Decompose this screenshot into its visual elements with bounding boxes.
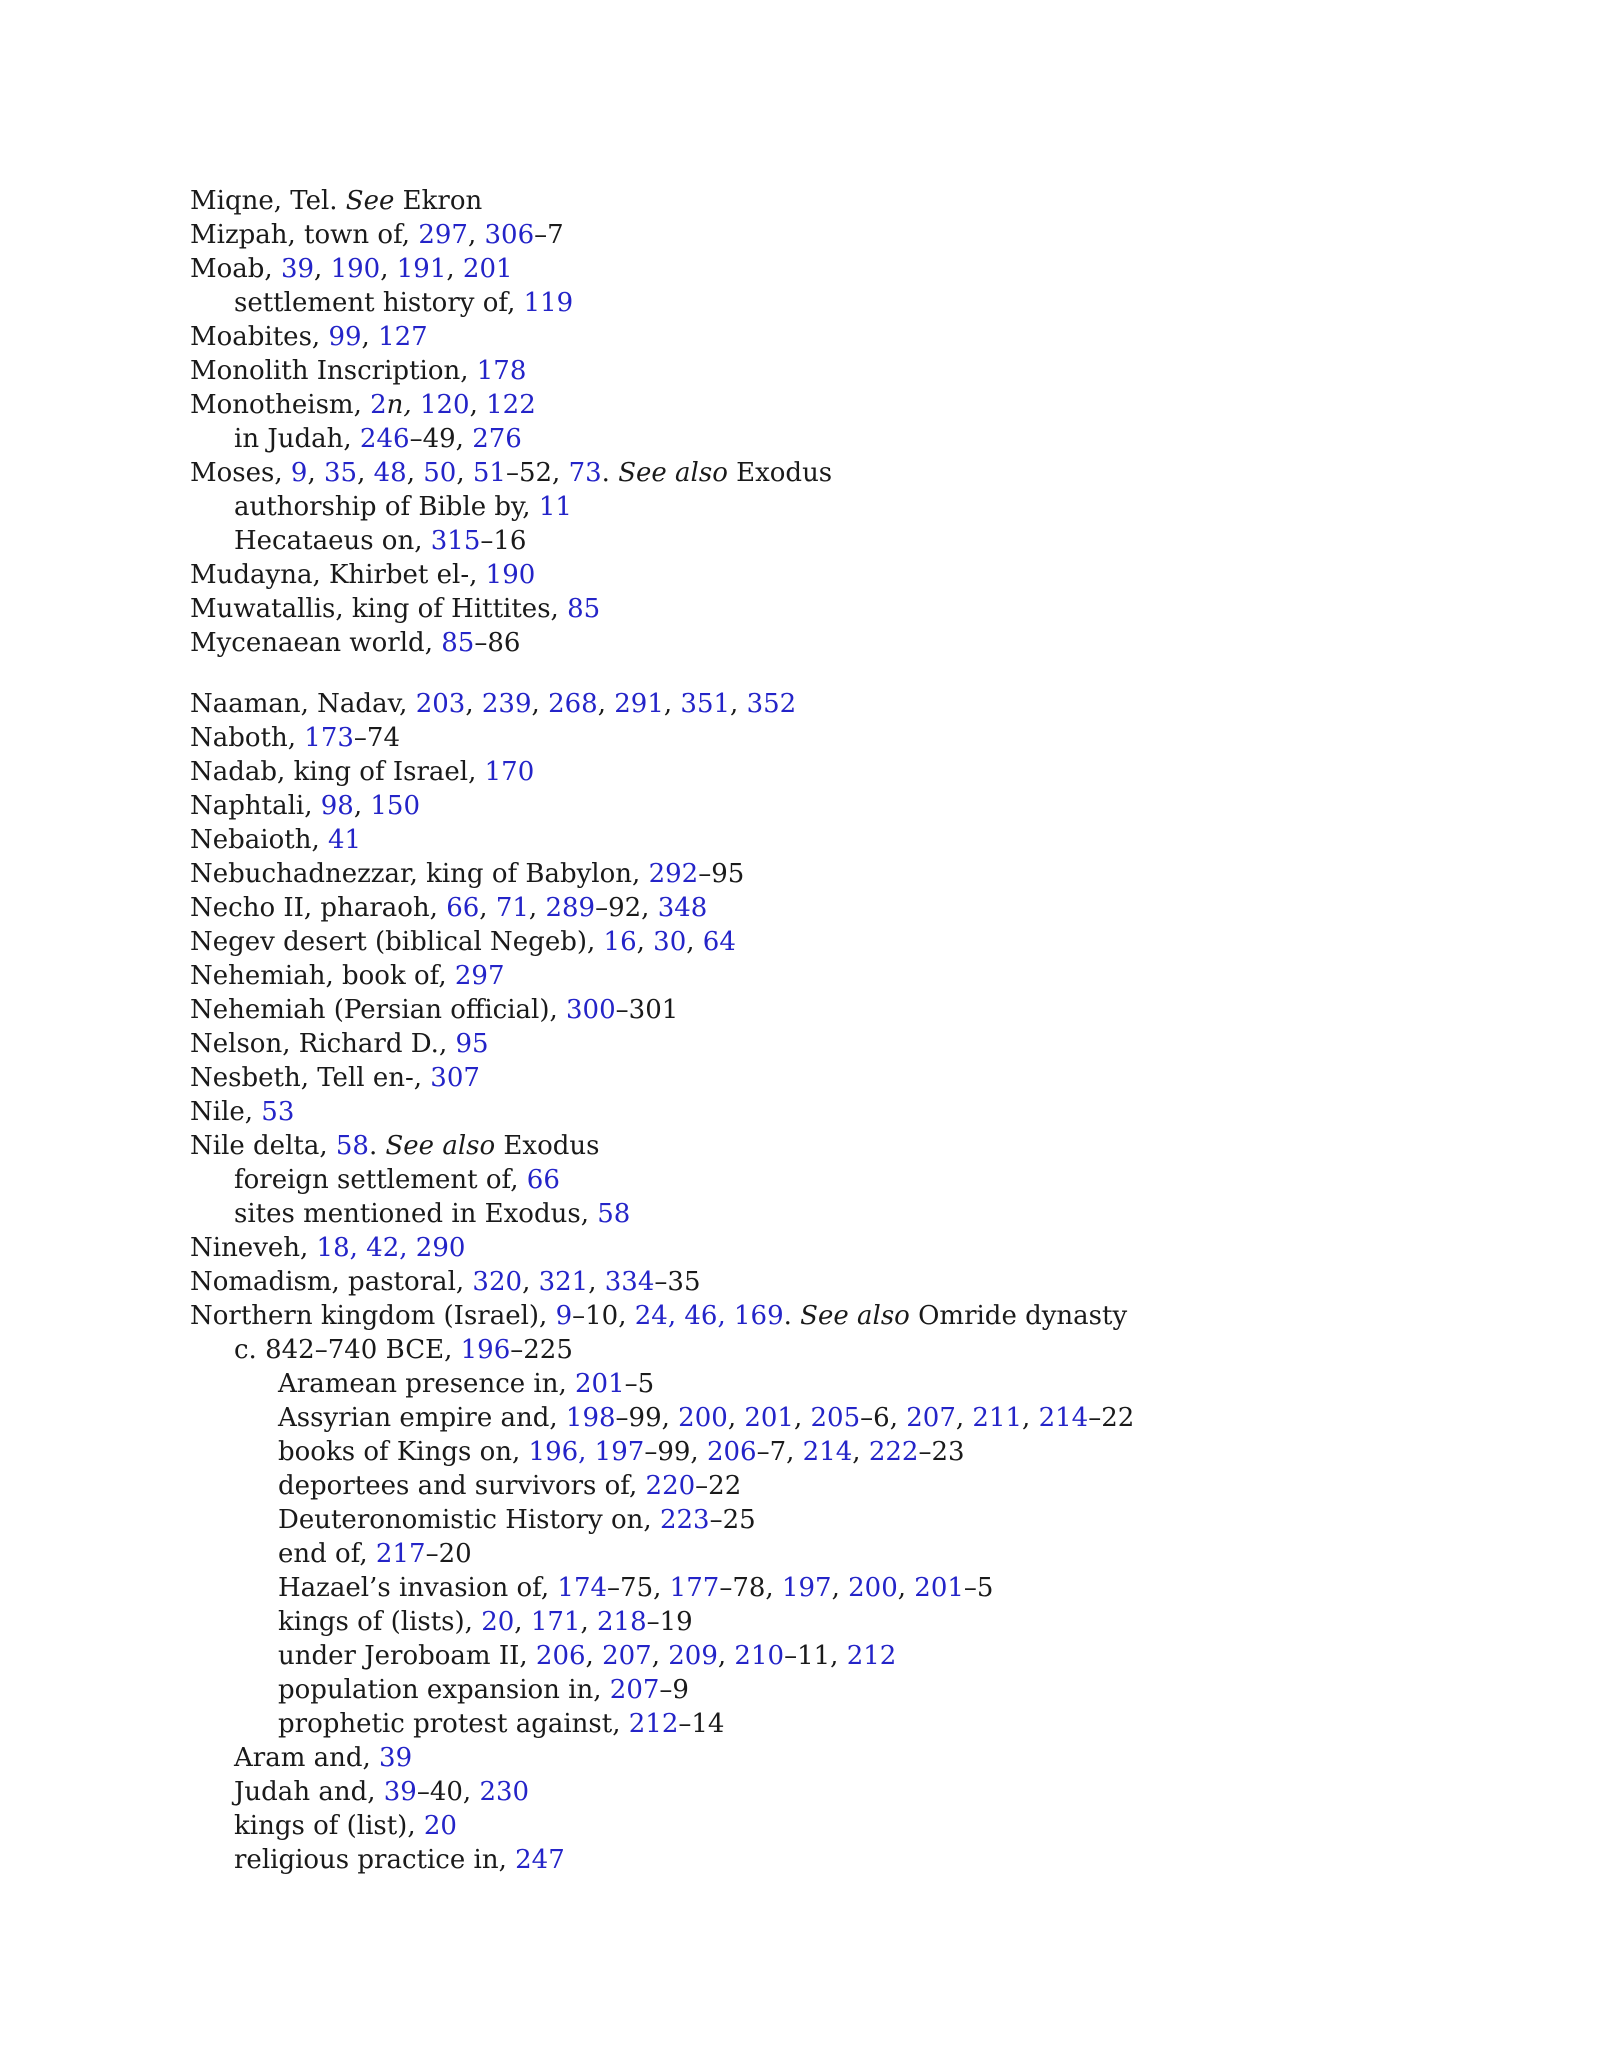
entry-text: Nomadism, pastoral, [190,1267,473,1297]
entry-text: , [361,322,379,352]
entry-text: , [580,1607,597,1637]
entry-text: Aram and, [234,1743,380,1773]
page-link[interactable]: 198 [565,1403,616,1433]
index-subsubentry [190,1367,1490,1401]
entry-text: –11, [784,1641,847,1671]
entry-text: –16 [480,526,527,556]
entry-text [412,390,420,420]
cross-reference-label: See [345,186,395,216]
entry-text: , [522,1267,539,1297]
page-link[interactable]: 20 [481,1607,515,1637]
page-link[interactable]: 210 [734,1641,785,1671]
entry-text: Nineveh, [190,1233,317,1263]
entry-text: Aramean presence in, [278,1369,575,1399]
entry-text: Naphtali, [190,791,321,821]
entry-text: Nesbeth, Tell en-, [190,1063,431,1093]
index-entry [190,456,1490,490]
page-link[interactable]: 268 [548,689,598,719]
entry-text: Judah and, [234,1777,384,1807]
page-link[interactable]: 196, 197 [528,1437,645,1467]
entry-text: population expansion in, [278,1675,610,1705]
index-entry [190,1027,1490,1061]
entry-text: –25 [709,1505,756,1535]
entry-text: , [663,689,681,719]
index-subentry [190,422,1490,456]
index-entry [190,857,1490,891]
entry-text: Mizpah, town of, [190,220,419,250]
entry-text: –7, [756,1437,803,1467]
index-entry [190,558,1490,592]
page-link[interactable]: 191 [396,254,447,284]
entry-text: –52, [505,458,569,488]
page-link[interactable]: 66 [446,893,480,923]
entry-text: –99, [615,1403,679,1433]
page-link[interactable]: 173 [304,723,354,753]
page-link[interactable]: 348 [657,893,708,923]
page-link[interactable]: 24, 46, 169 [634,1301,784,1331]
entry-text: Moses, [190,458,291,488]
page-link[interactable]: 205 [810,1403,861,1433]
page-link[interactable]: 307 [430,1063,480,1093]
page-link[interactable]: 120 [419,390,470,420]
entry-text: Muwatallis, king of Hittites, [190,594,568,624]
entry-text: –95 [698,859,745,889]
index-subentry [190,490,1490,524]
entry-text: foreign settlement of, [234,1165,527,1195]
entry-text: , [446,254,463,284]
entry-text: , [793,1403,811,1433]
entry-text: –5 [624,1369,655,1399]
page-link[interactable]: 246 [359,424,410,454]
index-entry [190,823,1490,857]
page-link[interactable]: 218 [597,1607,647,1637]
entry-text: , [406,458,424,488]
page-link[interactable]: 58 [597,1199,631,1229]
entry-text: –9 [659,1675,689,1705]
index-entry [190,1129,1490,1163]
index-entry [190,592,1490,626]
index-subentry [190,1843,1490,1877]
entry-text: –92, [595,893,658,923]
page-link[interactable]: 50 [423,458,457,488]
page-link[interactable]: 203 [415,689,466,719]
page-link[interactable]: 64 [702,927,736,957]
index-entry [190,1061,1490,1095]
index-subentry [190,1163,1490,1197]
entry-text: Hazael’s invasion of, [278,1573,558,1603]
entry-text: –86 [474,628,521,658]
page-link[interactable]: 170 [484,757,535,787]
page-link[interactable]: 276 [472,424,522,454]
entry-text: –225 [510,1335,573,1365]
entry-text: –5 [963,1573,994,1603]
page-link[interactable]: 171 [530,1607,581,1637]
entry-text: –301 [615,995,679,1025]
entry-text: , [357,458,374,488]
entry-text: , [514,1607,531,1637]
entry-text: , [955,1403,973,1433]
page-link[interactable]: 321 [538,1267,589,1297]
entry-text: authorship of Bible by, [234,492,539,522]
entry-text: Necho II, pharaoh, [190,893,447,923]
page-link[interactable]: 66 [526,1165,560,1195]
entry-text: Naaman, Nadav, [190,689,416,719]
page-link[interactable]: 207 [602,1641,652,1671]
entry-text: Ekron [394,186,483,216]
entry-text: –22 [695,1471,742,1501]
entry-text: Nadab, king of Israel, [190,757,485,787]
entry-text: –19 [646,1607,693,1637]
entry-text: –49, [409,424,473,454]
page-link[interactable]: 297 [418,220,468,250]
page-link[interactable]: 220 [645,1471,696,1501]
index-subsubentry [190,1537,1490,1571]
page-link[interactable]: 95 [455,1029,489,1059]
page-link[interactable]: 58 [335,1131,369,1161]
page-link[interactable]: 39 [280,254,315,284]
entry-text: –10, [572,1301,635,1331]
entry-text: Mudayna, Khirbet el-, [190,560,486,590]
page-link[interactable]: 201 [744,1403,794,1433]
entry-text: Omride dynasty [909,1301,1128,1331]
index-entry [190,1095,1490,1129]
index-entry [190,218,1490,252]
entry-text: Nelson, Richard D., [190,1029,456,1059]
index-entry [190,1299,1490,1333]
page-link[interactable]: 39 [379,1743,413,1773]
entry-text: Nile delta, [190,1131,336,1161]
entry-text: settlement history of, [234,288,524,318]
page-link[interactable]: 200 [848,1573,898,1603]
entry-text: , [465,689,482,719]
page-link[interactable]: 352 [746,689,797,719]
page-link[interactable]: 11 [538,492,572,522]
entry-text: , [380,254,397,284]
page-link[interactable]: 247 [515,1845,565,1875]
page-link[interactable]: 297 [454,961,505,991]
entry-text: , [307,458,324,488]
cross-reference-label: See also [800,1301,910,1331]
entry-text: prophetic protest against, [278,1709,629,1739]
index-subentry [190,1775,1490,1809]
entry-text: . [368,1131,386,1161]
entry-text: religious practice in, [234,1845,516,1875]
entry-text: –35 [654,1267,701,1297]
page-link[interactable]: 334 [604,1267,655,1297]
page-link[interactable]: 18, 42, 290 [316,1233,466,1263]
page-link[interactable]: 201 [914,1573,964,1603]
page-link[interactable]: 98 [320,791,354,821]
index-letter-group [190,184,1490,660]
page-link[interactable]: 201 [462,254,513,284]
entry-text: Northern kingdom (Israel), [190,1301,556,1331]
page-link[interactable]: 48 [373,458,407,488]
index-entry [190,755,1490,789]
entry-text: –40, [416,1777,480,1807]
entry-text: Assyrian empire and, [278,1403,566,1433]
entry-text: Moabites, [190,322,329,352]
index-subentry [190,1333,1490,1367]
entry-text: Nile, [190,1097,262,1127]
page-link[interactable]: 212 [628,1709,679,1739]
page-link[interactable]: 190 [485,560,536,590]
page-link[interactable]: 200 [678,1403,728,1433]
page-link[interactable]: 197 [781,1573,832,1603]
entry-text: Exodus [727,458,833,488]
page-link[interactable]: 174 [557,1573,608,1603]
entry-text: , [730,689,747,719]
page-link[interactable]: 99 [328,322,362,352]
page-link[interactable]: 190 [330,254,381,284]
entry-text: , [636,927,654,957]
entry-text: . [601,458,619,488]
index-entry [190,789,1490,823]
page-link[interactable]: 214 [1038,1403,1089,1433]
index-entry [190,891,1490,925]
entry-text: Deuteronomistic History on, [278,1505,660,1535]
page-link[interactable]: 214 [802,1437,853,1467]
index-page [190,184,1490,1877]
page-link[interactable]: 206 [535,1641,586,1671]
entry-text: , [727,1403,745,1433]
entry-text: Naboth, [190,723,305,753]
entry-text: Nebaioth, [190,825,328,855]
page-link[interactable]: 207 [906,1403,956,1433]
entry-text: , [597,689,615,719]
index-entry [190,721,1490,755]
index-entry [190,1231,1490,1265]
page-link[interactable]: 85 [567,594,601,624]
index-subsubentry [190,1401,1490,1435]
entry-text: –75, [607,1573,670,1603]
entry-text: end of, [278,1539,376,1569]
page-link[interactable]: 127 [378,322,428,352]
index-subsubentry [190,1639,1490,1673]
cross-reference-label: See also [618,458,728,488]
index-subsubentry [190,1605,1490,1639]
entry-text: , [651,1641,669,1671]
page-link[interactable]: 85 [441,628,475,658]
index-entry [190,252,1490,286]
entry-text: Mycenaean world, [190,628,442,658]
entry-text: kings of (list), [234,1811,424,1841]
index-subentry [190,286,1490,320]
index-entry [190,184,1490,218]
page-link[interactable]: 223 [659,1505,710,1535]
entry-text: Moab, [190,254,281,284]
entry-text: , [588,1267,605,1297]
index-letter-group [190,687,1490,1877]
entry-text: Nebuchadnezzar, king of Babylon, [190,859,649,889]
page-link[interactable]: 39 [383,1777,417,1807]
entry-text: . [783,1301,801,1331]
index-entry [190,320,1490,354]
cross-reference-label: n, [386,390,412,420]
page-link[interactable]: 9 [290,458,308,488]
letter-group-separator [190,660,1490,687]
page-link[interactable]: 212 [846,1641,897,1671]
page-link[interactable]: 291 [614,689,664,719]
entry-text: , [852,1437,869,1467]
entry-text: –23 [918,1437,965,1467]
page-link[interactable]: 292 [648,859,699,889]
entry-text: , [314,254,331,284]
entry-text: Hecataeus on, [234,526,431,556]
page-link[interactable]: 217 [375,1539,426,1569]
index-entry [190,993,1490,1027]
page-link[interactable]: 178 [476,356,527,386]
page-link[interactable]: 209 [668,1641,718,1671]
entry-text: –74 [353,723,401,753]
page-link[interactable]: 289 [545,893,596,923]
page-link[interactable]: 230 [479,1777,530,1807]
page-link[interactable]: 201 [575,1369,625,1399]
index-subsubentry [190,1571,1490,1605]
index-subsubentry [190,1673,1490,1707]
entry-text: , [717,1641,735,1671]
entry-text: , [1022,1403,1039,1433]
index-entry [190,959,1490,993]
page-link[interactable]: 30 [653,927,687,957]
entry-text: , [528,893,546,923]
page-link[interactable]: 196 [460,1335,511,1365]
page-link[interactable]: 2 [370,390,387,420]
index-subentry [190,524,1490,558]
page-link[interactable]: 211 [972,1403,1023,1433]
page-link[interactable]: 351 [680,689,731,719]
entry-text: –78, [719,1573,782,1603]
page-link[interactable]: 51 [472,458,506,488]
page-link[interactable]: 53 [261,1097,295,1127]
entry-text: Nehemiah, book of, [190,961,455,991]
entry-text: , [686,927,703,957]
page-link[interactable]: 41 [327,825,362,855]
entry-text: , [353,791,371,821]
entry-text: , [831,1573,849,1603]
index-entry [190,354,1490,388]
entry-text: c. 842–740 BCE, [234,1335,461,1365]
page-link[interactable]: 320 [472,1267,523,1297]
entry-text: –22 [1088,1403,1135,1433]
index-entry [190,687,1490,721]
entry-text: –6, [860,1403,907,1433]
entry-text: Monolith Inscription, [190,356,477,386]
index-subsubentry [190,1469,1490,1503]
entry-text: –14 [678,1709,725,1739]
page-link[interactable]: 206 [706,1437,757,1467]
page-link[interactable]: 20 [423,1811,457,1841]
entry-text: Miqne, Tel. [190,186,346,216]
entry-text: , [585,1641,603,1671]
page-link[interactable]: 35 [323,458,358,488]
entry-text: , [479,893,496,923]
index-subentry [190,1741,1490,1775]
entry-text: in Judah, [234,424,360,454]
entry-text: –99, [644,1437,707,1467]
entry-text: , [531,689,549,719]
page-link[interactable]: 71 [495,893,529,923]
entry-text: sites mentioned in Exodus, [234,1199,598,1229]
page-link[interactable]: 177 [669,1573,720,1603]
index-subsubentry [190,1707,1490,1741]
entry-text: , [897,1573,915,1603]
page-link[interactable]: 239 [481,689,532,719]
page-link[interactable]: 16 [603,927,637,957]
index-subentry [190,1197,1490,1231]
page-link[interactable]: 300 [566,995,616,1025]
page-link[interactable]: 222 [868,1437,919,1467]
entry-text: , [456,458,473,488]
entry-text: Negev desert (biblical Negeb), [190,927,604,957]
entry-text: under Jeroboam II, [278,1641,536,1671]
entry-text: books of Kings on, [278,1437,529,1467]
page-link[interactable]: 73 [568,458,602,488]
page-link[interactable]: 207 [609,1675,660,1705]
page-link[interactable]: 9 [555,1301,573,1331]
page-link[interactable]: 315 [430,526,481,556]
entry-text: kings of (lists), [278,1607,482,1637]
page-link[interactable]: 306 [484,220,535,250]
entry-text: , [467,220,485,250]
index-entry [190,925,1490,959]
entry-text: deportees and survivors of, [278,1471,646,1501]
index-entry [190,388,1490,422]
entry-text: , [469,390,487,420]
entry-text: Nehemiah (Persian official), [190,995,567,1025]
index-subsubentry [190,1503,1490,1537]
index-entry [190,626,1490,660]
entry-text: Monotheism, [190,390,371,420]
index-subentry [190,1809,1490,1843]
page-link[interactable]: 119 [523,288,574,318]
page-link[interactable]: 150 [370,791,421,821]
entry-text: –7 [534,220,564,250]
index-entry [190,1265,1490,1299]
page-link[interactable]: 122 [486,390,536,420]
cross-reference-label: See also [385,1131,496,1161]
entry-text: Exodus [495,1131,600,1161]
entry-text: –20 [425,1539,472,1569]
index-subsubentry [190,1435,1490,1469]
